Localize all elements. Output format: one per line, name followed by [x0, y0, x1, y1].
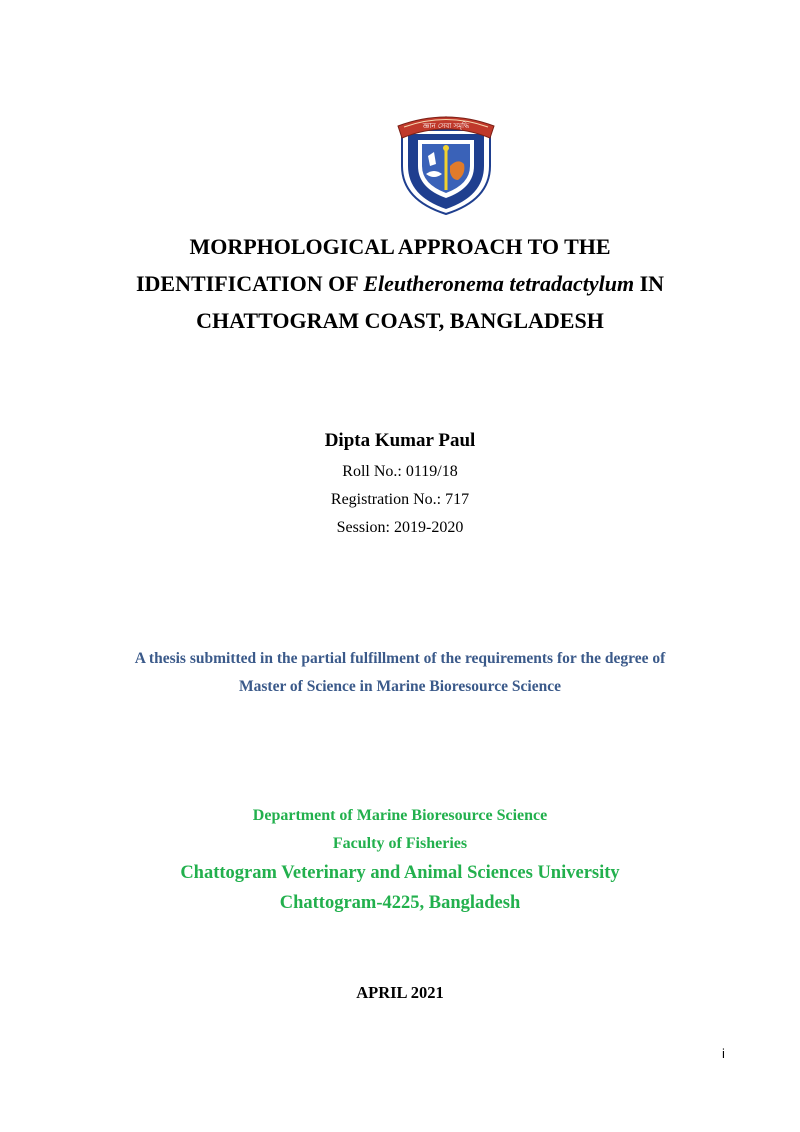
university-name: Chattogram Veterinary and Animal Sciences University — [180, 863, 620, 883]
staff-emblem — [445, 146, 448, 190]
title-line-2-suffix: IN — [634, 271, 665, 296]
author-name: Dipta Kumar Paul — [324, 430, 476, 451]
thesis-statement — [0, 645, 800, 701]
thesis-statement-line-2: Master of Science in Marine Bioresource Science — [239, 678, 561, 695]
thesis-title — [0, 228, 800, 339]
title-line-2-prefix: IDENTIFICATION OF — [135, 271, 364, 296]
department-name: Department of Marine Bioresource Science — [252, 807, 548, 824]
species-name: Eleutheronema tetradactylum — [363, 271, 635, 296]
crest-svg — [388, 108, 504, 216]
roll-number: Roll No.: 0119/18 — [342, 463, 458, 480]
institution-block — [0, 802, 800, 918]
university-crest-logo — [388, 108, 504, 216]
session: Session: 2019-2020 — [336, 519, 464, 536]
thesis-statement-line-1: A thesis submitted in the partial fulfillment of the requirements for the degree of — [134, 650, 666, 667]
submission-date: APRIL 2021 — [356, 983, 444, 1002]
faculty-name: Faculty of Fisheries — [332, 835, 468, 852]
motto-text: জ্ঞান সেবা সমৃদ্ধি — [422, 122, 470, 130]
title-line-1: MORPHOLOGICAL APPROACH TO THE — [189, 234, 611, 259]
university-address: Chattogram-4225, Bangladesh — [279, 893, 521, 913]
author-details — [0, 458, 800, 542]
staff-top — [443, 145, 449, 151]
title-line-2 — [0, 265, 800, 302]
page-number: i — [722, 1046, 725, 1061]
title-line-3: CHATTOGRAM COAST, BANGLADESH — [196, 308, 604, 333]
registration-number: Registration No.: 717 — [330, 491, 470, 508]
